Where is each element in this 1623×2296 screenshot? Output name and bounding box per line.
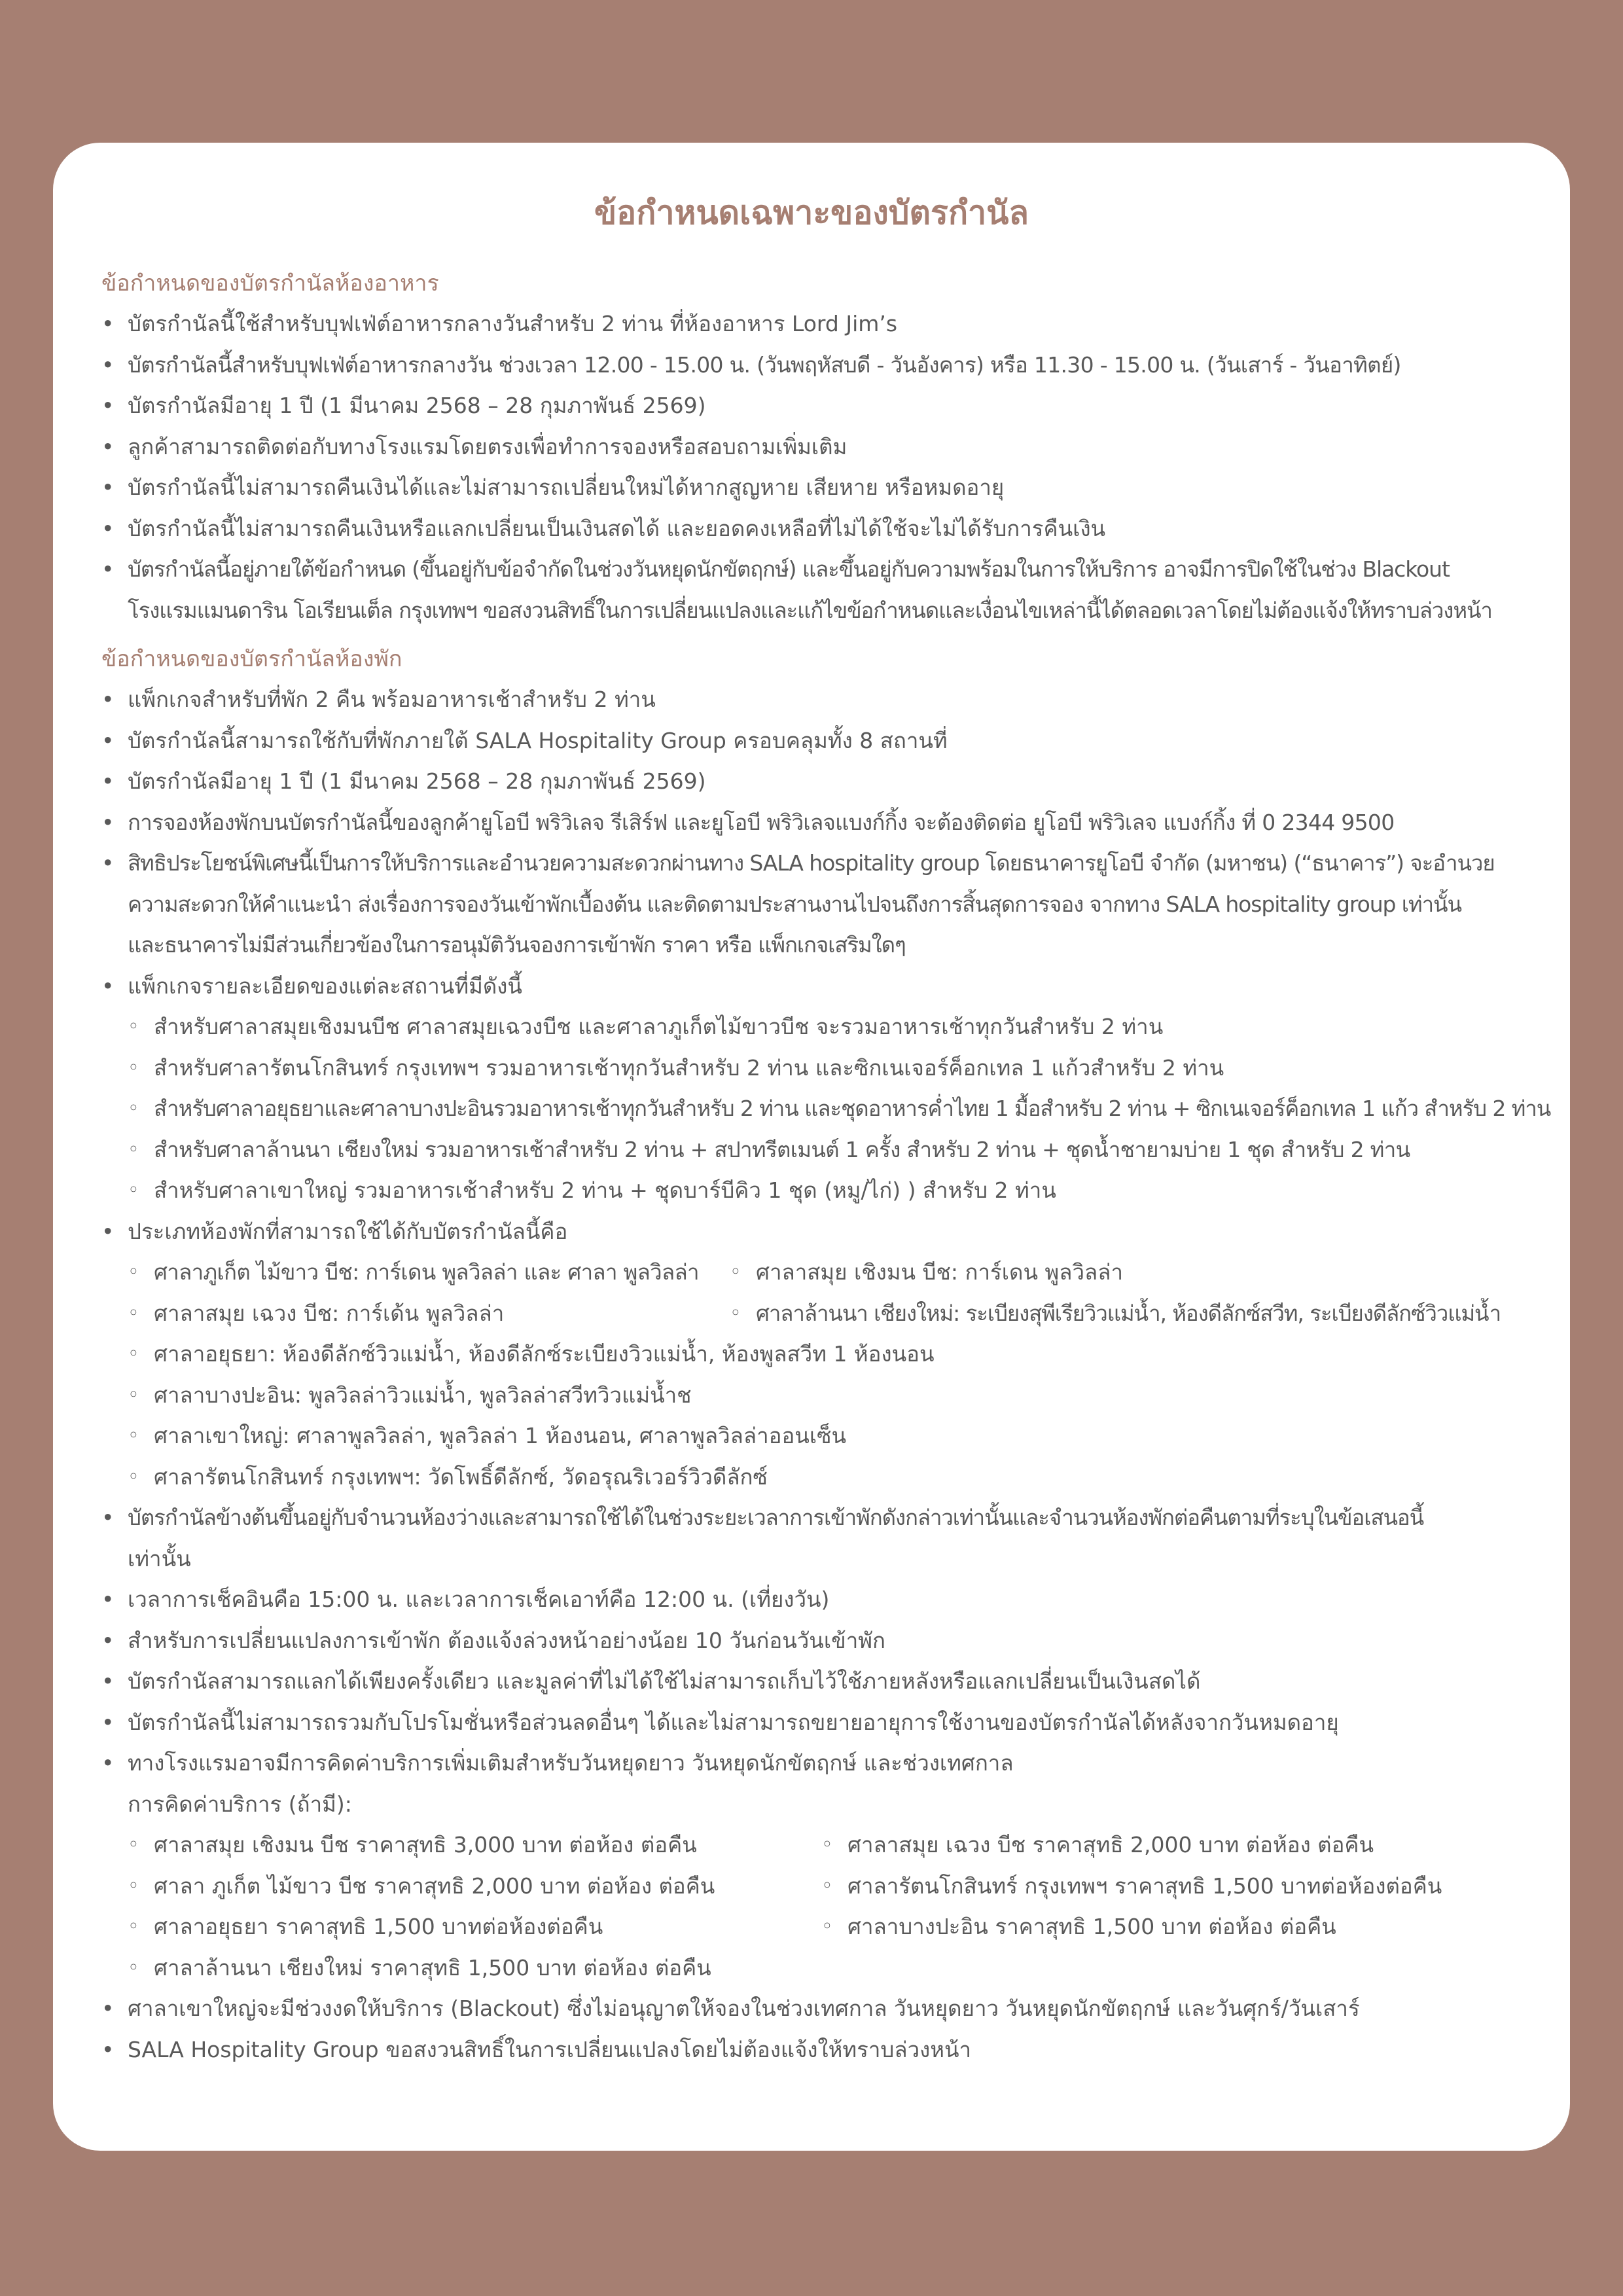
- list-item: • บัตรกำนัลนี้สามารถใช้กับที่พักภายใต้ SALA Hospitality Group ครอบคลุมทั้ง 8 สถานที่: [101, 721, 1522, 762]
- list-item: [101, 1743, 1522, 1825]
- list-item-line: การคิดค่าบริการ (ถ้ามี):: [128, 1791, 352, 1817]
- room-type-item: ◦ ศาลาล้านนา เชียงใหม่: ระเบียงสุพีเรียวิวแม่น้ำ, ห้องดีลักซ์สวีท, ระเบียงดีลักซ์วิวแม่น้ำ: [704, 1293, 1522, 1335]
- room-type-item: ◦ ศาลาสมุย เฉวง บีช: การ์เด้น พูลวิลล่า: [101, 1293, 704, 1335]
- list-item: • การจองห้องพักบนบัตรกำนัลนี้ของลูกค้ายูโอบี พริวิเลจ รีเสิร์ฟ และยูโอบี พริวิเลจแบงก์กิ้ง จะต้องติดต่อ ยูโอบี พริวิเลจ แบงก์กิ้ง ที่ 0 2344 9500: [101, 802, 1522, 844]
- sub-list-item: ◦ สำหรับศาลาอยุธยาและศาลาบางปะอินรวมอาหารเช้าทุกวันสำหรับ 2 ท่าน และชุดอาหารค่ำไทย 1 มื้อสำหรับ 2 ท่าน + ซิกเนเจอร์ค็อกเทล 1 แก้ว สำหรับ 2 ท่าน: [101, 1088, 1522, 1130]
- surcharge-item: ◦ ศาลาสมุย เฉวง บีช ราคาสุทธิ 2,000 บาท ต่อห้อง ต่อคืน: [795, 1825, 1522, 1866]
- sub-list-item: ◦ สำหรับศาลารัตนโกสินทร์ กรุงเทพฯ รวมอาหารเช้าทุกวันสำหรับ 2 ท่าน และซิกเนเจอร์ค็อกเทล 1 แก้วสำหรับ 2 ท่าน: [101, 1048, 1522, 1089]
- package-details-list: [101, 1007, 1551, 1211]
- room-section-heading: ข้อกำหนดของบัตรกำนัลห้องพัก: [101, 646, 402, 672]
- list-item-line: • สิทธิประโยชน์พิเศษนี้เป็นการให้บริการและอำนวยความสะดวกผ่านทาง SALA hospitality group โดยธนาคารยูโอบี จำกัด (มหาชน) (“ธนาคาร”) จะอำนวย: [128, 850, 1495, 876]
- list-item-line: และธนาคารไม่มีส่วนเกี่ยวข้องในการอนุมัติวันจองการเข้าพัก ราคา หรือ แพ็กเกจเสริมใดๆ: [128, 932, 906, 958]
- room-terms-list-end: [101, 1988, 1522, 2070]
- surcharge-item: ◦ ศาลา ภูเก็ต ไม้ขาว บีช ราคาสุทธิ 2,000 บาท ต่อห้อง ต่อคืน: [101, 1866, 795, 1907]
- list-item: • บัตรกำนัลสามารถแลกได้เพียงครั้งเดียว และมูลค่าที่ไม่ได้ใช้ไม่สามารถเก็บไว้ใช้ภายหลังหรือแลกเปลี่ยนเป็นเงินสดได้: [101, 1661, 1522, 1702]
- list-item: [101, 843, 1522, 966]
- list-item: • สำหรับการเปลี่ยนแปลงการเข้าพัก ต้องแจ้งล่วงหน้าอย่างน้อย 10 วันก่อนวันเข้าพัก: [101, 1621, 1522, 1662]
- list-item: • ศาลาเขาใหญ่จะมีช่วงงดให้บริการ (Blackout) ซึ่งไม่อนุญาตให้จองในช่วงเทศกาล วันหยุดยาว วันหยุดนักขัตฤกษ์ และวันศุกร์/วันเสาร์: [101, 1988, 1522, 2030]
- room-type-item: ◦ ศาลาอยุธยา: ห้องดีลักซ์วิวแม่น้ำ, ห้องดีลักซ์ระเบียงวิวแม่น้ำ, ห้องพูลสวีท 1 ห้องนอน: [101, 1334, 1522, 1375]
- room-type-item: ◦ ศาลารัตนโกสินทร์ กรุงเทพฯ: วัดโพธิ์ดีลักซ์, วัดอรุณริเวอร์วิวดีลักซ์: [101, 1457, 1522, 1498]
- room-type-item: ◦ ศาลาเขาใหญ่: ศาลาพูลวิลล่า, พูลวิลล่า 1 ห้องนอน, ศาลาพูลวิลล่าออนเซ็น: [101, 1416, 1522, 1457]
- room-terms-list: [101, 679, 1522, 1007]
- list-item: [101, 1498, 1522, 1579]
- surcharge-item: ◦ ศาลาล้านนา เชียงใหม่ ราคาสุทธิ 1,500 บาท ต่อห้อง ต่อคืน: [101, 1948, 795, 1989]
- list-item: • SALA Hospitality Group ขอสงวนสิทธิ์ในการเปลี่ยนแปลงโดยไม่ต้องแจ้งให้ทราบล่วงหน้า: [101, 2030, 1522, 2071]
- restaurant-section-heading: ข้อกำหนดของบัตรกำนัลห้องอาหาร: [101, 270, 439, 296]
- sub-list-item: ◦ สำหรับศาลาล้านนา เชียงใหม่ รวมอาหารเช้าสำหรับ 2 ท่าน + สปาทรีตเมนต์ 1 ครั้ง สำหรับ 2 ท่าน + ชุดน้ำชายามบ่าย 1 ชุด สำหรับ 2 ท่าน: [101, 1130, 1522, 1171]
- room-terms-list-cont2: [101, 1498, 1522, 1825]
- list-item: • บัตรกำนัลนี้สำหรับบุฟเฟ่ต์อาหารกลางวัน ช่วงเวลา 12.00 - 15.00 น. (วันพฤหัสบดี - วันอังคาร) หรือ 11.30 - 15.00 น. (วันเสาร์ - วันอาทิตย์): [101, 345, 1522, 386]
- terms-card: [53, 143, 1570, 2151]
- sub-list-item: ◦ สำหรับศาลาเขาใหญ่ รวมอาหารเช้าสำหรับ 2 ท่าน + ชุดบาร์บีคิว 1 ชุด (หมู/ไก่) ) สำหรับ 2 ท่าน: [101, 1170, 1522, 1211]
- list-item-line: • บัตรกำนัลข้างต้นขึ้นอยู่กับจำนวนห้องว่างและสามารถใช้ได้ในช่วงระยะเวลาการเข้าพักดังกล่าวเท่านั้นและจำนวนห้องพักต่อคืนตามที่ระบุในข้อเสนอนี้: [128, 1505, 1424, 1530]
- list-item: • แพ็กเกจสำหรับที่พัก 2 คืน พร้อมอาหารเช้าสำหรับ 2 ท่าน: [101, 679, 1522, 721]
- surcharge-grid: [101, 1825, 1522, 1988]
- room-type-item: ◦ ศาลาสมุย เชิงมน บีช: การ์เดน พูลวิลล่า: [704, 1252, 1522, 1293]
- surcharge-item: ◦ ศาลาอยุธยา ราคาสุทธิ 1,500 บาทต่อห้องต่อคืน: [101, 1907, 795, 1948]
- room-terms-list-cont: [101, 1211, 1522, 1253]
- list-item: • ลูกค้าสามารถติดต่อกับทางโรงแรมโดยตรงเพื่อทำการจองหรือสอบถามเพิ่มเติม: [101, 427, 1522, 468]
- restaurant-terms-list: [101, 304, 1522, 631]
- list-item: • แพ็กเกจรายละเอียดของแต่ละสถานที่มีดังนี้: [101, 966, 1522, 1007]
- list-item: • บัตรกำนัลนี้ไม่สามารถรวมกับโปรโมชั่นหรือส่วนลดอื่นๆ ได้และไม่สามารถขยายอายุการใช้งานของบัตรกำนัลได้หลังจากวันหมดอายุ: [101, 1702, 1522, 1744]
- list-item: • ประเภทห้องพักที่สามารถใช้ได้กับบัตรกำนัลนี้คือ: [101, 1211, 1522, 1253]
- surcharge-item: ◦ ศาลาสมุย เชิงมน บีช ราคาสุทธิ 3,000 บาท ต่อห้อง ต่อคืน: [101, 1825, 795, 1866]
- list-item-line: • ทางโรงแรมอาจมีการคิดค่าบริการเพิ่มเติมสำหรับวันหยุดยาว วันหยุดนักขัตฤกษ์ และช่วงเทศกาล: [128, 1750, 1014, 1776]
- list-item: • บัตรกำนัลมีอายุ 1 ปี (1 มีนาคม 2568 – 28 กุมภาพันธ์ 2569): [101, 386, 1522, 427]
- sub-list-item: ◦ สำหรับศาลาสมุยเชิงมนบีช ศาลาสมุยเฉวงบีช และศาลาภูเก็ตไม้ขาวบีช จะรวมอาหารเช้าทุกวันสำหรับ 2 ท่าน: [101, 1007, 1522, 1048]
- list-item-line: ความสะดวกให้คำแนะนำ ส่งเรื่องการจองวันเข้าพักเบื้องต้น และติดตามประสานงานไปจนถึงการสิ้นสุดการจอง จากทาง SALA hospitality group เท่านั้น: [128, 891, 1461, 917]
- room-type-item: ◦ ศาลาบางปะอิน: พูลวิลล่าวิวแม่น้ำ, พูลวิลล่าสวีทวิวแม่น้ำช: [101, 1375, 1522, 1416]
- surcharge-item: ◦ ศาลารัตนโกสินทร์ กรุงเทพฯ ราคาสุทธิ 1,500 บาทต่อห้องต่อคืน: [795, 1866, 1522, 1907]
- list-item: [101, 549, 1522, 631]
- page-title: ข้อกำหนดเฉพาะของบัตรกำนัล: [594, 194, 1029, 232]
- room-types-grid: [101, 1252, 1522, 1334]
- list-item: • บัตรกำนัลนี้ไม่สามารถคืนเงินหรือแลกเปลี่ยนเป็นเงินสดได้ และยอดคงเหลือที่ไม่ได้ใช้จะไม่ได้รับการคืนเงิน: [101, 509, 1522, 550]
- room-type-item: ◦ ศาลาภูเก็ต ไม้ขาว บีช: การ์เดน พูลวิลล่า และ ศาลา พูลวิลล่า: [101, 1252, 704, 1293]
- list-item-line: เท่านั้น: [128, 1545, 191, 1571]
- surcharge-item: ◦ ศาลาบางปะอิน ราคาสุทธิ 1,500 บาท ต่อห้อง ต่อคืน: [795, 1907, 1522, 1948]
- room-types-list: [101, 1334, 1522, 1498]
- list-item-line: • บัตรกำนัลนี้อยู่ภายใต้ข้อกำหนด (ขึ้นอยู่กับข้อจำกัดในช่วงวันหยุดนักขัตฤกษ์) และขึ้นอยู่กับความพร้อมในการให้บริการ อาจมีการปิดใช้ในช่วง Blackout: [128, 556, 1450, 582]
- list-item: • บัตรกำนัลนี้ใช้สำหรับบุฟเฟ่ต์อาหารกลางวันสำหรับ 2 ท่าน ที่ห้องอาหาร Lord Jim’s: [101, 304, 1522, 345]
- list-item-line: โรงแรมแมนดาริน โอเรียนเต็ล กรุงเทพฯ ขอสงวนสิทธิ์ในการเปลี่ยนแปลงและแก้ไขข้อกำหนดและเงื่อนไขเหล่านี้ได้ตลอดเวลาโดยไม่ต้องแจ้งให้ทราบล่วงหน้า: [128, 597, 1492, 623]
- list-item: • บัตรกำนัลนี้ไม่สามารถคืนเงินได้และไม่สามารถเปลี่ยนใหม่ได้หากสูญหาย เสียหาย หรือหมดอายุ: [101, 467, 1522, 509]
- list-item: • บัตรกำนัลมีอายุ 1 ปี (1 มีนาคม 2568 – 28 กุมภาพันธ์ 2569): [101, 761, 1522, 802]
- list-item: • เวลาการเช็คอินคือ 15:00 น. และเวลาการเช็คเอาท์คือ 12:00 น. (เที่ยงวัน): [101, 1579, 1522, 1621]
